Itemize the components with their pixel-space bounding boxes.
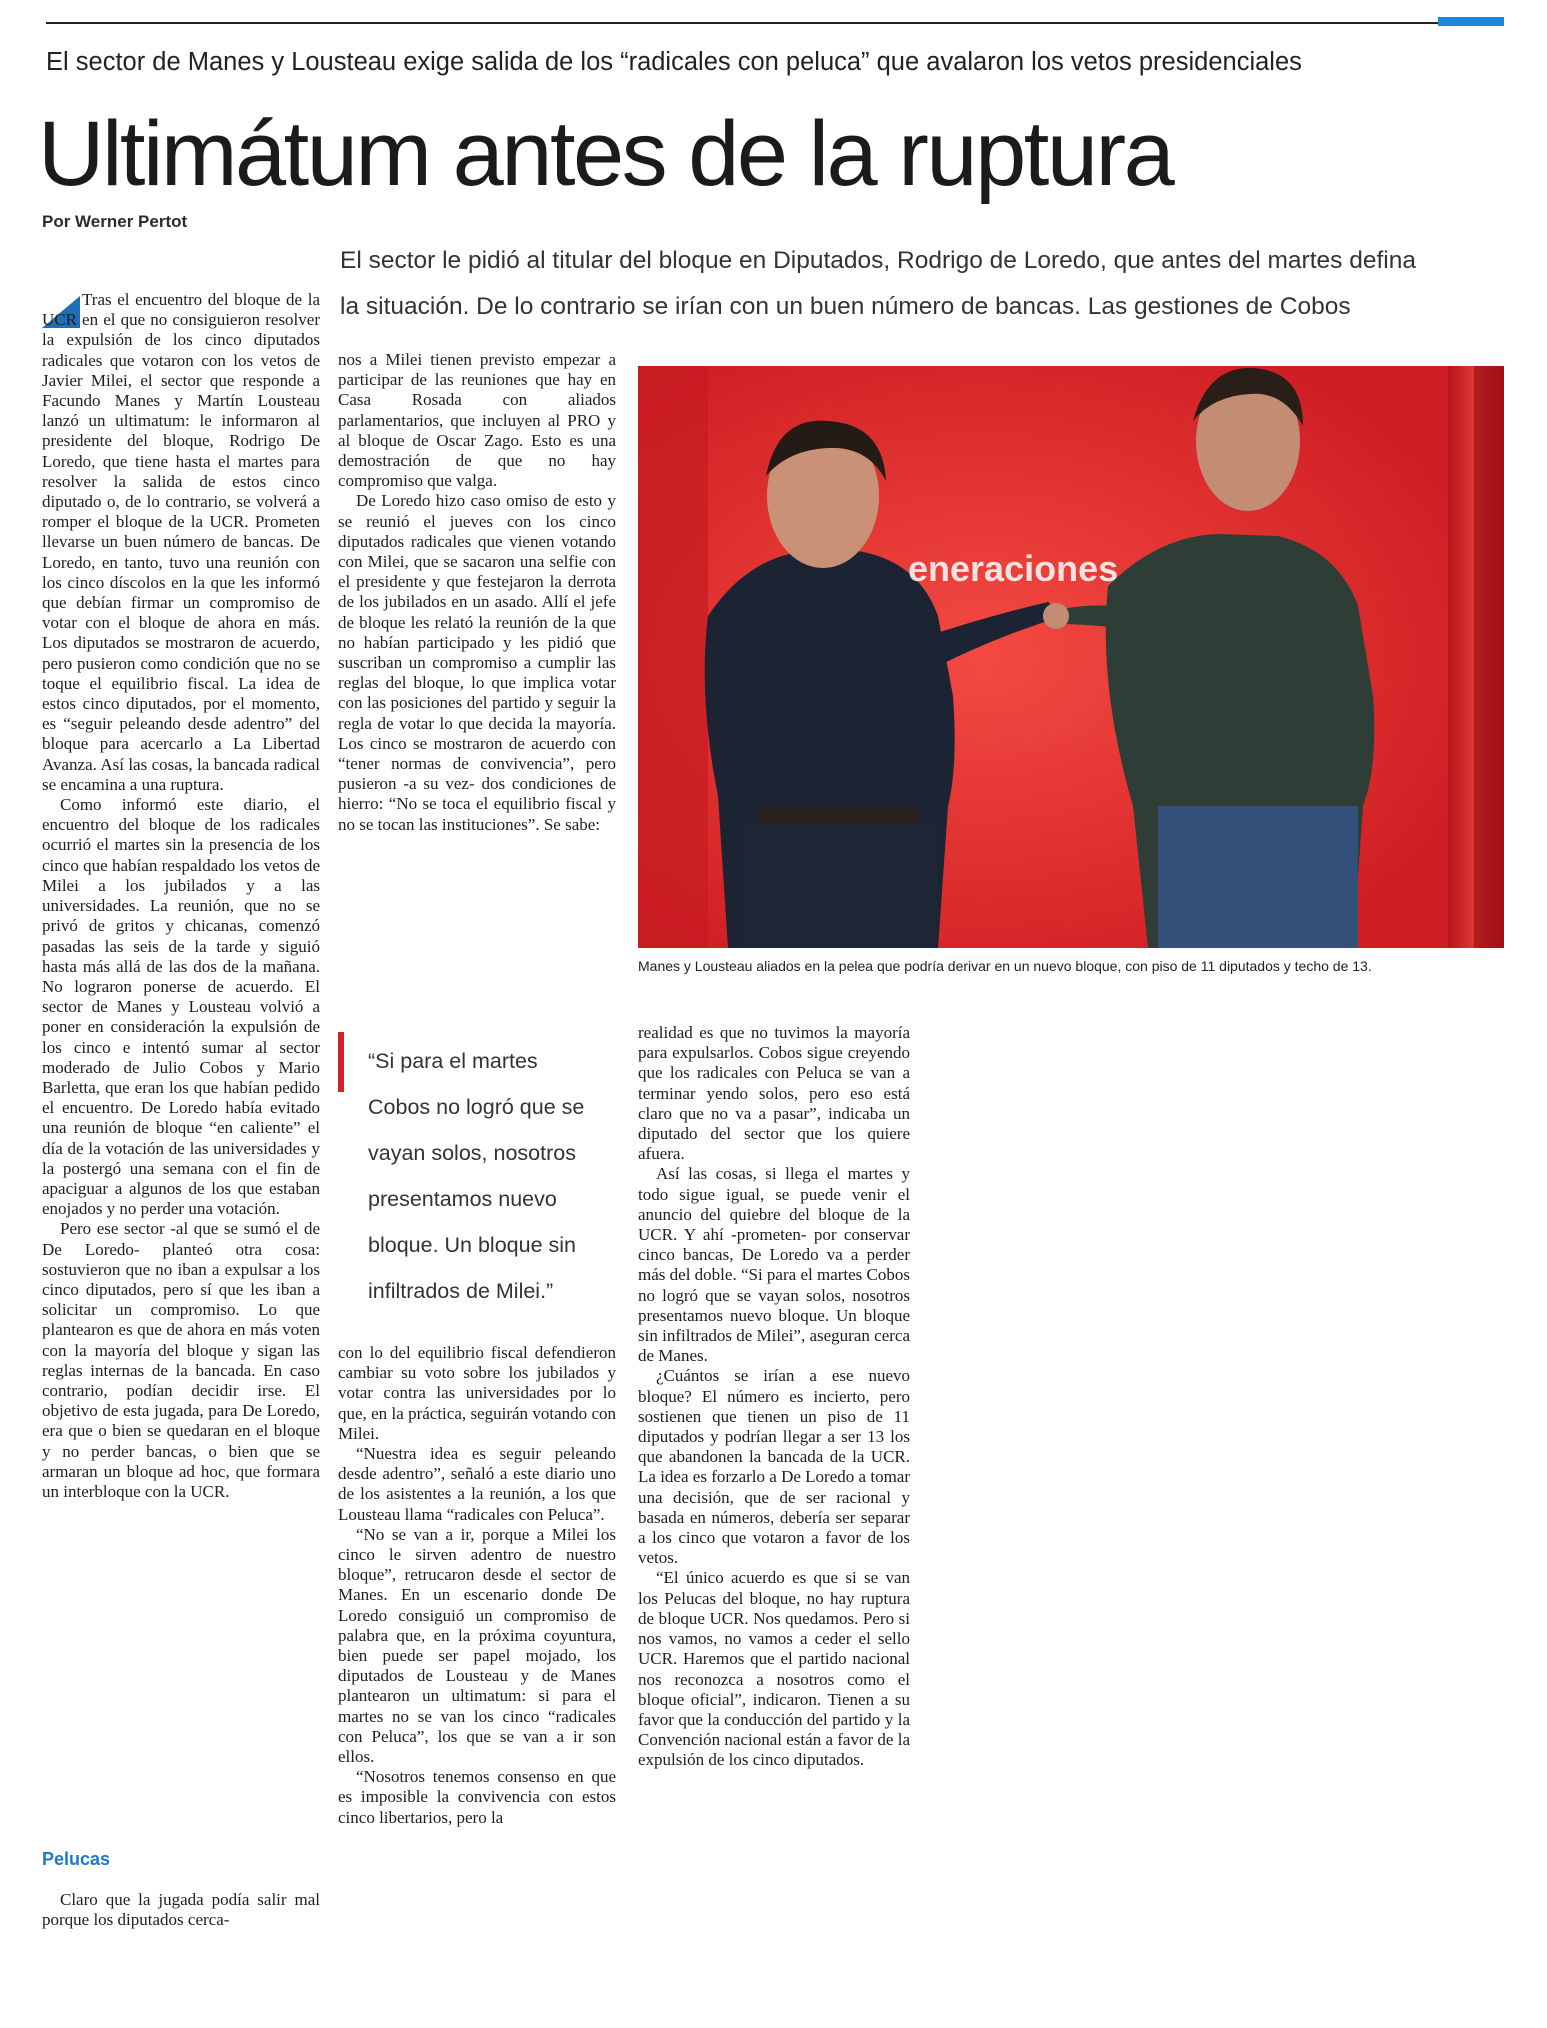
column-1-top (42, 290, 320, 1502)
headline: Ultimátum antes de la ruptura (38, 103, 1173, 205)
column-2-top (338, 350, 616, 835)
column-3 (638, 1023, 910, 1771)
paragraph: Pero ese sector -al que se sumó el de De Loredo- planteó otra cosa: sostuvieron que no iban a expulsar a los cinco diputados, pero sí que les iban a solicitar un compromiso. Lo que plantearon es que de ahora en más voten con la mayoría del bloque y sigan las reglas internas de la bancada. En caso contrario, podían decidir irse. El objetivo de esta jugada, para De Loredo, era que o bien se quedaran en el bloque y no perder bancas, o bien que se armaran un bloque ad hoc, que formara un interbloque con la UCR. (42, 1219, 320, 1501)
paragraph: Claro que la jugada podía salir mal porque los diputados cerca- (42, 1890, 320, 1930)
deck-line-1: El sector le pidió al titular del bloque en Diputados, Rodrigo de Loredo, que antes del martes defina (340, 247, 1416, 274)
kicker: El sector de Manes y Lousteau exige salida de los “radicales con peluca” que avalaron los vetos presidenciales (46, 48, 1302, 76)
paragraph: con lo del equilibrio fiscal defendieron cambiar su voto sobre los jubilados y votar contra las universidades por lo que, en la práctica, seguirán votando con Milei. (338, 1343, 616, 1443)
paragraph: realidad es que no tuvimos la mayoría para expulsarlos. Cobos sigue creyendo que los radicales con Peluca se van a terminar yendo solos, pero eso está claro que no va a pasar”, indicaba un diputado del sector que los quiere afuera. (638, 1023, 910, 1164)
paragraph: Como informó este diario, el encuentro del bloque de los radicales ocurrió el martes sin la presencia de los cinco que habían respaldado los vetos de Milei a los jubilados y a las universidades. La reunión, que no se privó de gritos y chicanas, comenzó pasadas las seis de la tarde y siguió hasta más allá de las dos de la mañana. No lograron ponerse de acuerdo. El sector de Manes y Lousteau volvió a poner en consideración la expulsión de los cinco e intentó sumar al sector moderado de Julio Cobos y Mario Barletta, que eran los que habían pedido el encuentro. De Loredo había evitado una reunión de bloque “en caliente” el día de la votación de las universidades y la postergó una semana con el fin de apaciguar a algunos de los que estaban enojados y no perder una votación. (42, 795, 320, 1219)
paragraph: “Nuestra idea es seguir peleando desde adentro”, señaló a este diario uno de los asistentes a la reunión, a los que Lousteau llama “radicales con Peluca”. (338, 1444, 616, 1524)
deck-line-2: la situación. De lo contrario se irían con un buen número de bancas. Las gestiones de Cobos (340, 293, 1351, 320)
column-1-bottom (42, 1890, 320, 1930)
paragraph: Tras el encuentro del bloque de la UCR en el que no consiguieron resolver la expulsión de los cinco diputados radicales que votaron con los vetos de Javier Milei, el sector que responde a Facundo Manes y Martín Lousteau lanzó un ultimatum: le informaron al presidente del bloque, Rodrigo De Loredo, que tiene hasta el martes para resolver la salida de estos cinco diputado o, de lo contrario, se volverá a romper el bloque de la UCR. Prometen llevarse un buen número de bancas. De Loredo, en tanto, tuvo una reunión con los cinco díscolos en la que les informó que debían firmar un compromiso de votar con el bloque de ahora en más. Los diputados se mostraron de acuerdo, pero pusieron como condición que no se toque el equilibrio fiscal. La idea de estos cinco diputados, por el momento, es “seguir peleando desde adentro” del bloque para acercarlo a La Libertad Avanza. Así las cosas, la bancada radical se encamina a una ruptura. (42, 290, 320, 794)
section-tab (1438, 17, 1504, 26)
paragraph: nos a Milei tienen previsto empezar a participar de las reuniones que hay en Casa Rosada con aliados parlamentarios, que incluyen al PRO y al bloque de Oscar Zago. Esto es una demostración de que no hay compromiso que valga. (338, 350, 616, 491)
paragraph: ¿Cuántos se irían a ese nuevo bloque? El número es incierto, pero sostienen que tienen un piso de 11 diputados y podrían llegar a ser 13 los que abandonen la bancada de la UCR. La idea es forzarlo a De Loredo a tomar una decisión, que de ser racional y basada en números, debería ser separar a los cinco que votaron a favor de los vetos. (638, 1366, 910, 1568)
photo-illustration (638, 366, 1504, 948)
pullquote-bar (338, 1032, 344, 1092)
byline: Por Werner Pertot (42, 212, 188, 231)
paragraph: “Nosotros tenemos consenso en que es imposible la convivencia con estos cinco libertarios, pero la (338, 1767, 616, 1827)
paragraph: De Loredo hizo caso omiso de esto y se reunió el jueves con los cinco diputados radicales que vienen votando con Milei, que se sacaron una selfie con el presidente y que festejaron la derrota de los jubilados en un asado. Allí el jefe de bloque les relató la reunión de la que no habían participado y les pidió que suscriban un compromiso a cumplir las reglas del bloque, lo que implica votar con las posiciones del partido y seguir la regla de votar lo que decida la mayoría. Los cinco se mostraron de acuerdo con “tener normas de convivencia”, pero pusieron -a su vez- dos condiciones de hierro: “No se toca el equilibrio fiscal y no se tocan las instituciones”. Se sabe: (338, 491, 616, 834)
top-rule (46, 22, 1504, 24)
news-photo (638, 366, 1504, 948)
paragraph: “El único acuerdo es que si se van los Pelucas del bloque, no hay ruptura de bloque UCR. Nos quedamos. Pero si nos vamos, no vamos a ceder el sello UCR. Haremos que el partido nacional nos reconozca a nosotros como el bloque oficial”, indicaron. Tienen a su favor que la conducción del partido y la Convención nacional están a favor de la expulsión de los cinco diputados. (638, 1568, 910, 1770)
column-2-bottom (338, 1343, 616, 1828)
paragraph: “No se van a ir, porque a Milei los cinco le sirven adentro de nuestro bloque”, retrucaron desde el sector de Manes. En un escenario donde De Loredo consiguió un compromiso de palabra que, en la próxima coyuntura, bien puede ser papel mojado, los diputados de Lousteau y de Manes plantearon un ultimatum: si para el martes no se van los cinco “radicales con Peluca”, los que se van a ir son ellos. (338, 1524, 616, 1767)
photo-caption: Manes y Lousteau aliados en la pelea que podría derivar en un nuevo bloque, con piso de 11 diputados y techo de 13. (638, 958, 1372, 974)
subhead-pelucas: Pelucas (42, 1849, 111, 1869)
pullquote: “Si para el martes Cobos no logró que se vayan solos, nosotros presentamos nuevo bloque. Un bloque sin infiltrados de Milei.” (368, 1049, 585, 1303)
backdrop-text: eneraciones (908, 548, 1119, 589)
deck (340, 238, 1510, 330)
paragraph: Así las cosas, si llega el martes y todo sigue igual, se puede venir el anuncio del quiebre del bloque de la UCR. Y ahí -prometen- por conservar cinco bancas, De Loredo va a perder más del doble. “Si para el martes Cobos no logró que se vayan solos, nosotros presentamos nuevo bloque. Un bloque sin infiltrados de Milei”, aseguran cerca de Manes. (638, 1164, 910, 1366)
